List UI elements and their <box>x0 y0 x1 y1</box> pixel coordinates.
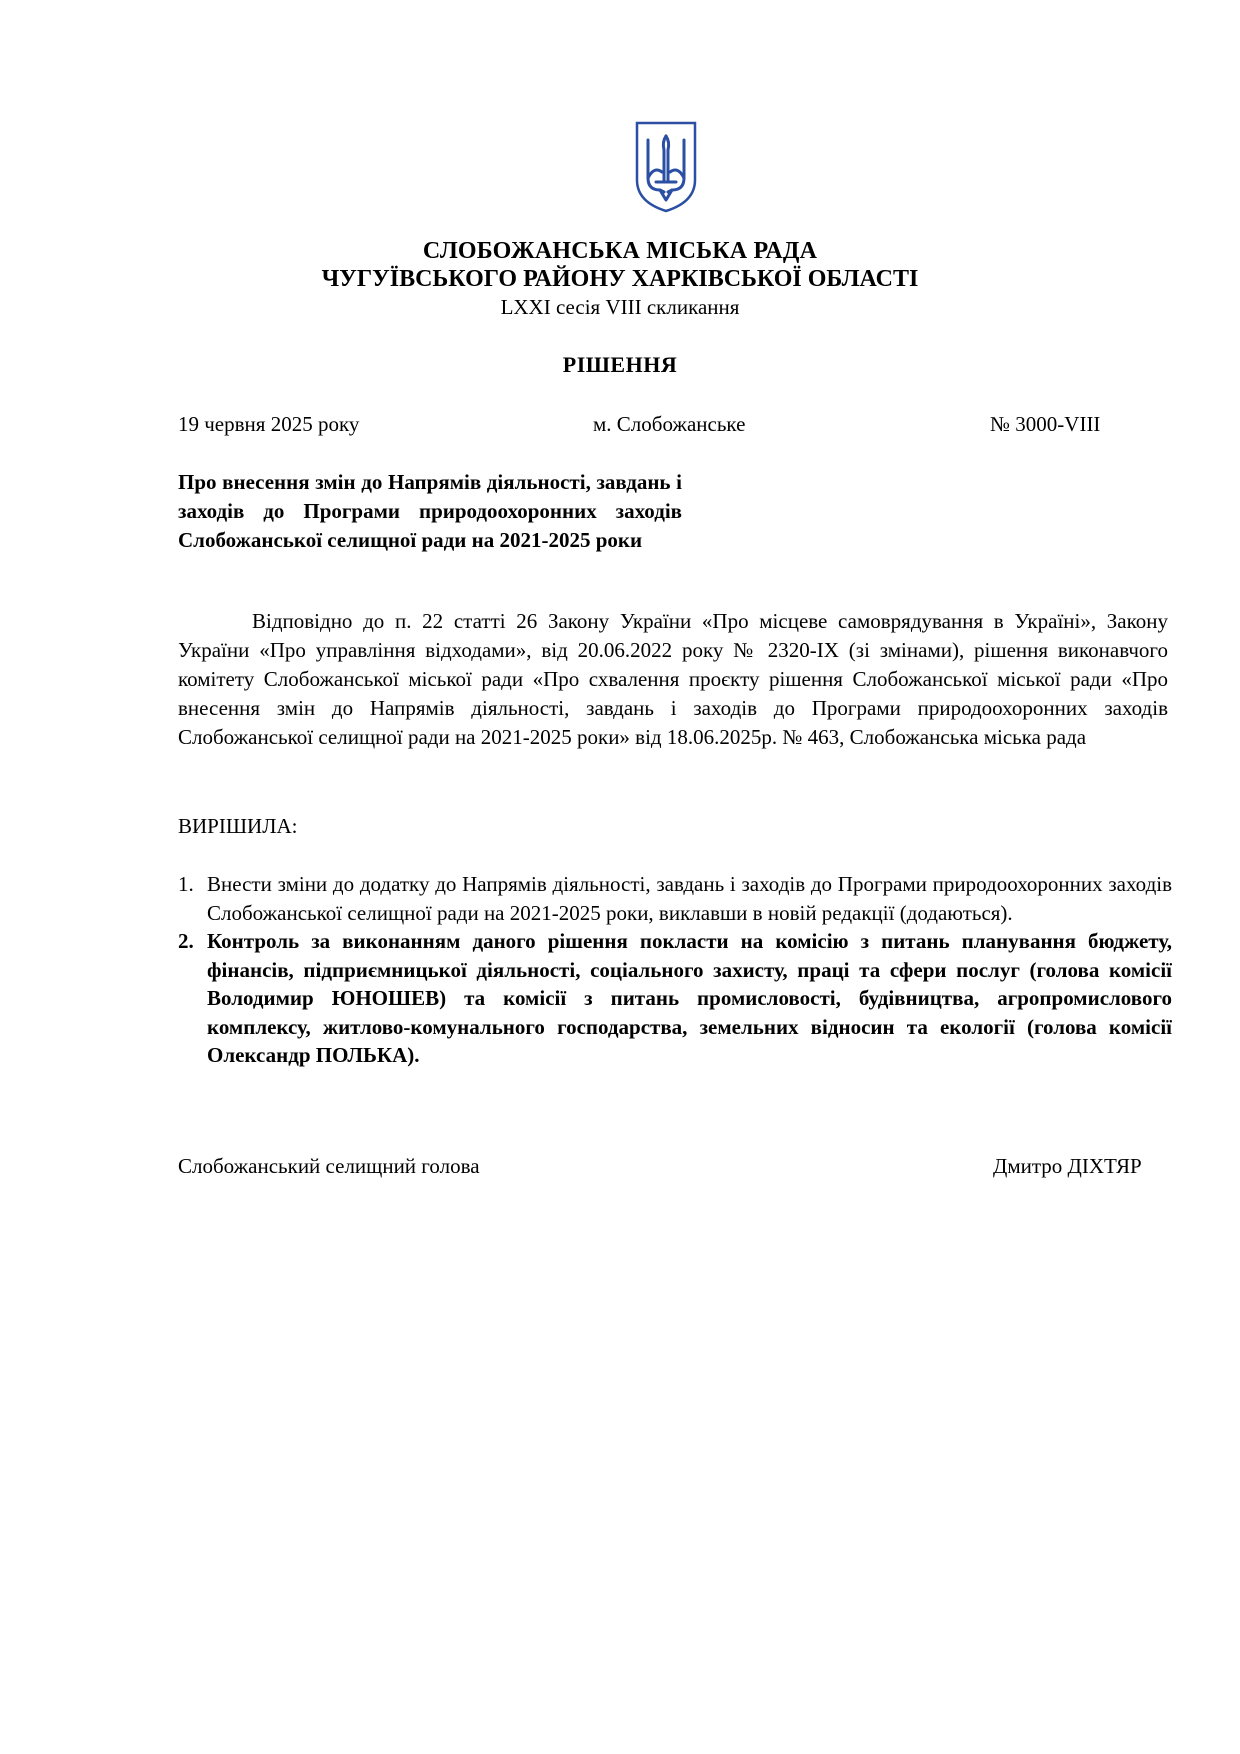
council-name-line1: СЛОБОЖАНСЬКА МІСЬКА РАДА <box>422 238 818 264</box>
decision-subject: Про внесення змін до Напрямів діяльності, завдань і заходів до Програми природоохоронних заходів Слобожанської селищної ради на 2021-2025 роки <box>178 470 682 552</box>
signatory-title: Слобожанський селищний голова <box>178 1154 480 1178</box>
resolution-items <box>178 870 1172 1070</box>
item-text: Контроль за виконанням даного рішення покласти на комісію з питань планування бюджету, фінансів, підприємницької діяльності, соціального захисту, праці та сфери послуг (голова комісії Володимир ЮНОШЕВ) та комісії з питань промисловості, будівництва, агропромислового комплексу, житлово-комунального господарства, земельних відносин та екології (голова комісії Олександр ПОЛЬКА). <box>207 929 1172 1067</box>
resolved-label: ВИРІШИЛА: <box>178 814 298 838</box>
document-type-title: РІШЕННЯ <box>562 352 678 377</box>
decision-number: № 3000-VIII <box>990 412 1101 436</box>
signatory-name: Дмитро ДІХТЯР <box>993 1154 1142 1178</box>
item-number: 1. <box>178 872 194 896</box>
council-name-line2: ЧУГУЇВСЬКОГО РАЙОНУ ХАРКІВСЬКОЇ ОБЛАСТІ <box>321 266 919 292</box>
coat-of-arms-icon <box>634 120 698 214</box>
decision-place: м. Слобожанське <box>593 412 746 436</box>
resolution-item <box>178 870 1172 927</box>
resolution-item <box>178 927 1172 1070</box>
item-number: 2. <box>178 929 194 953</box>
session-line: LXXI сесія VIII скликання <box>500 295 740 319</box>
decision-date: 19 червня 2025 року <box>178 412 360 436</box>
item-text: Внести зміни до додатку до Напрямів діяльності, завдань і заходів до Програми природоохоронних заходів Слобожанської селищної ради на 2021-2025 роки, виклавши в новій редакції (додаються). <box>207 872 1172 925</box>
preamble-paragraph: Відповідно до п. 22 статті 26 Закону України «Про місцеве самоврядування в Україні», Закону України «Про управління відходами», від 20.06.2022 року № 2320-ІХ (зі змінами), рішення виконавчого комітету Слобожанської міської ради «Про схвалення проєкту рішення Слобожанської міської ради «Про внесення змін до Напрямів діяльності, завдань і заходів до Програми природоохоронних заходів Слобожанської селищної ради на 2021-2025 роки» від 18.06.2025р. № 463, Слобожанська міська рада <box>178 609 1168 749</box>
